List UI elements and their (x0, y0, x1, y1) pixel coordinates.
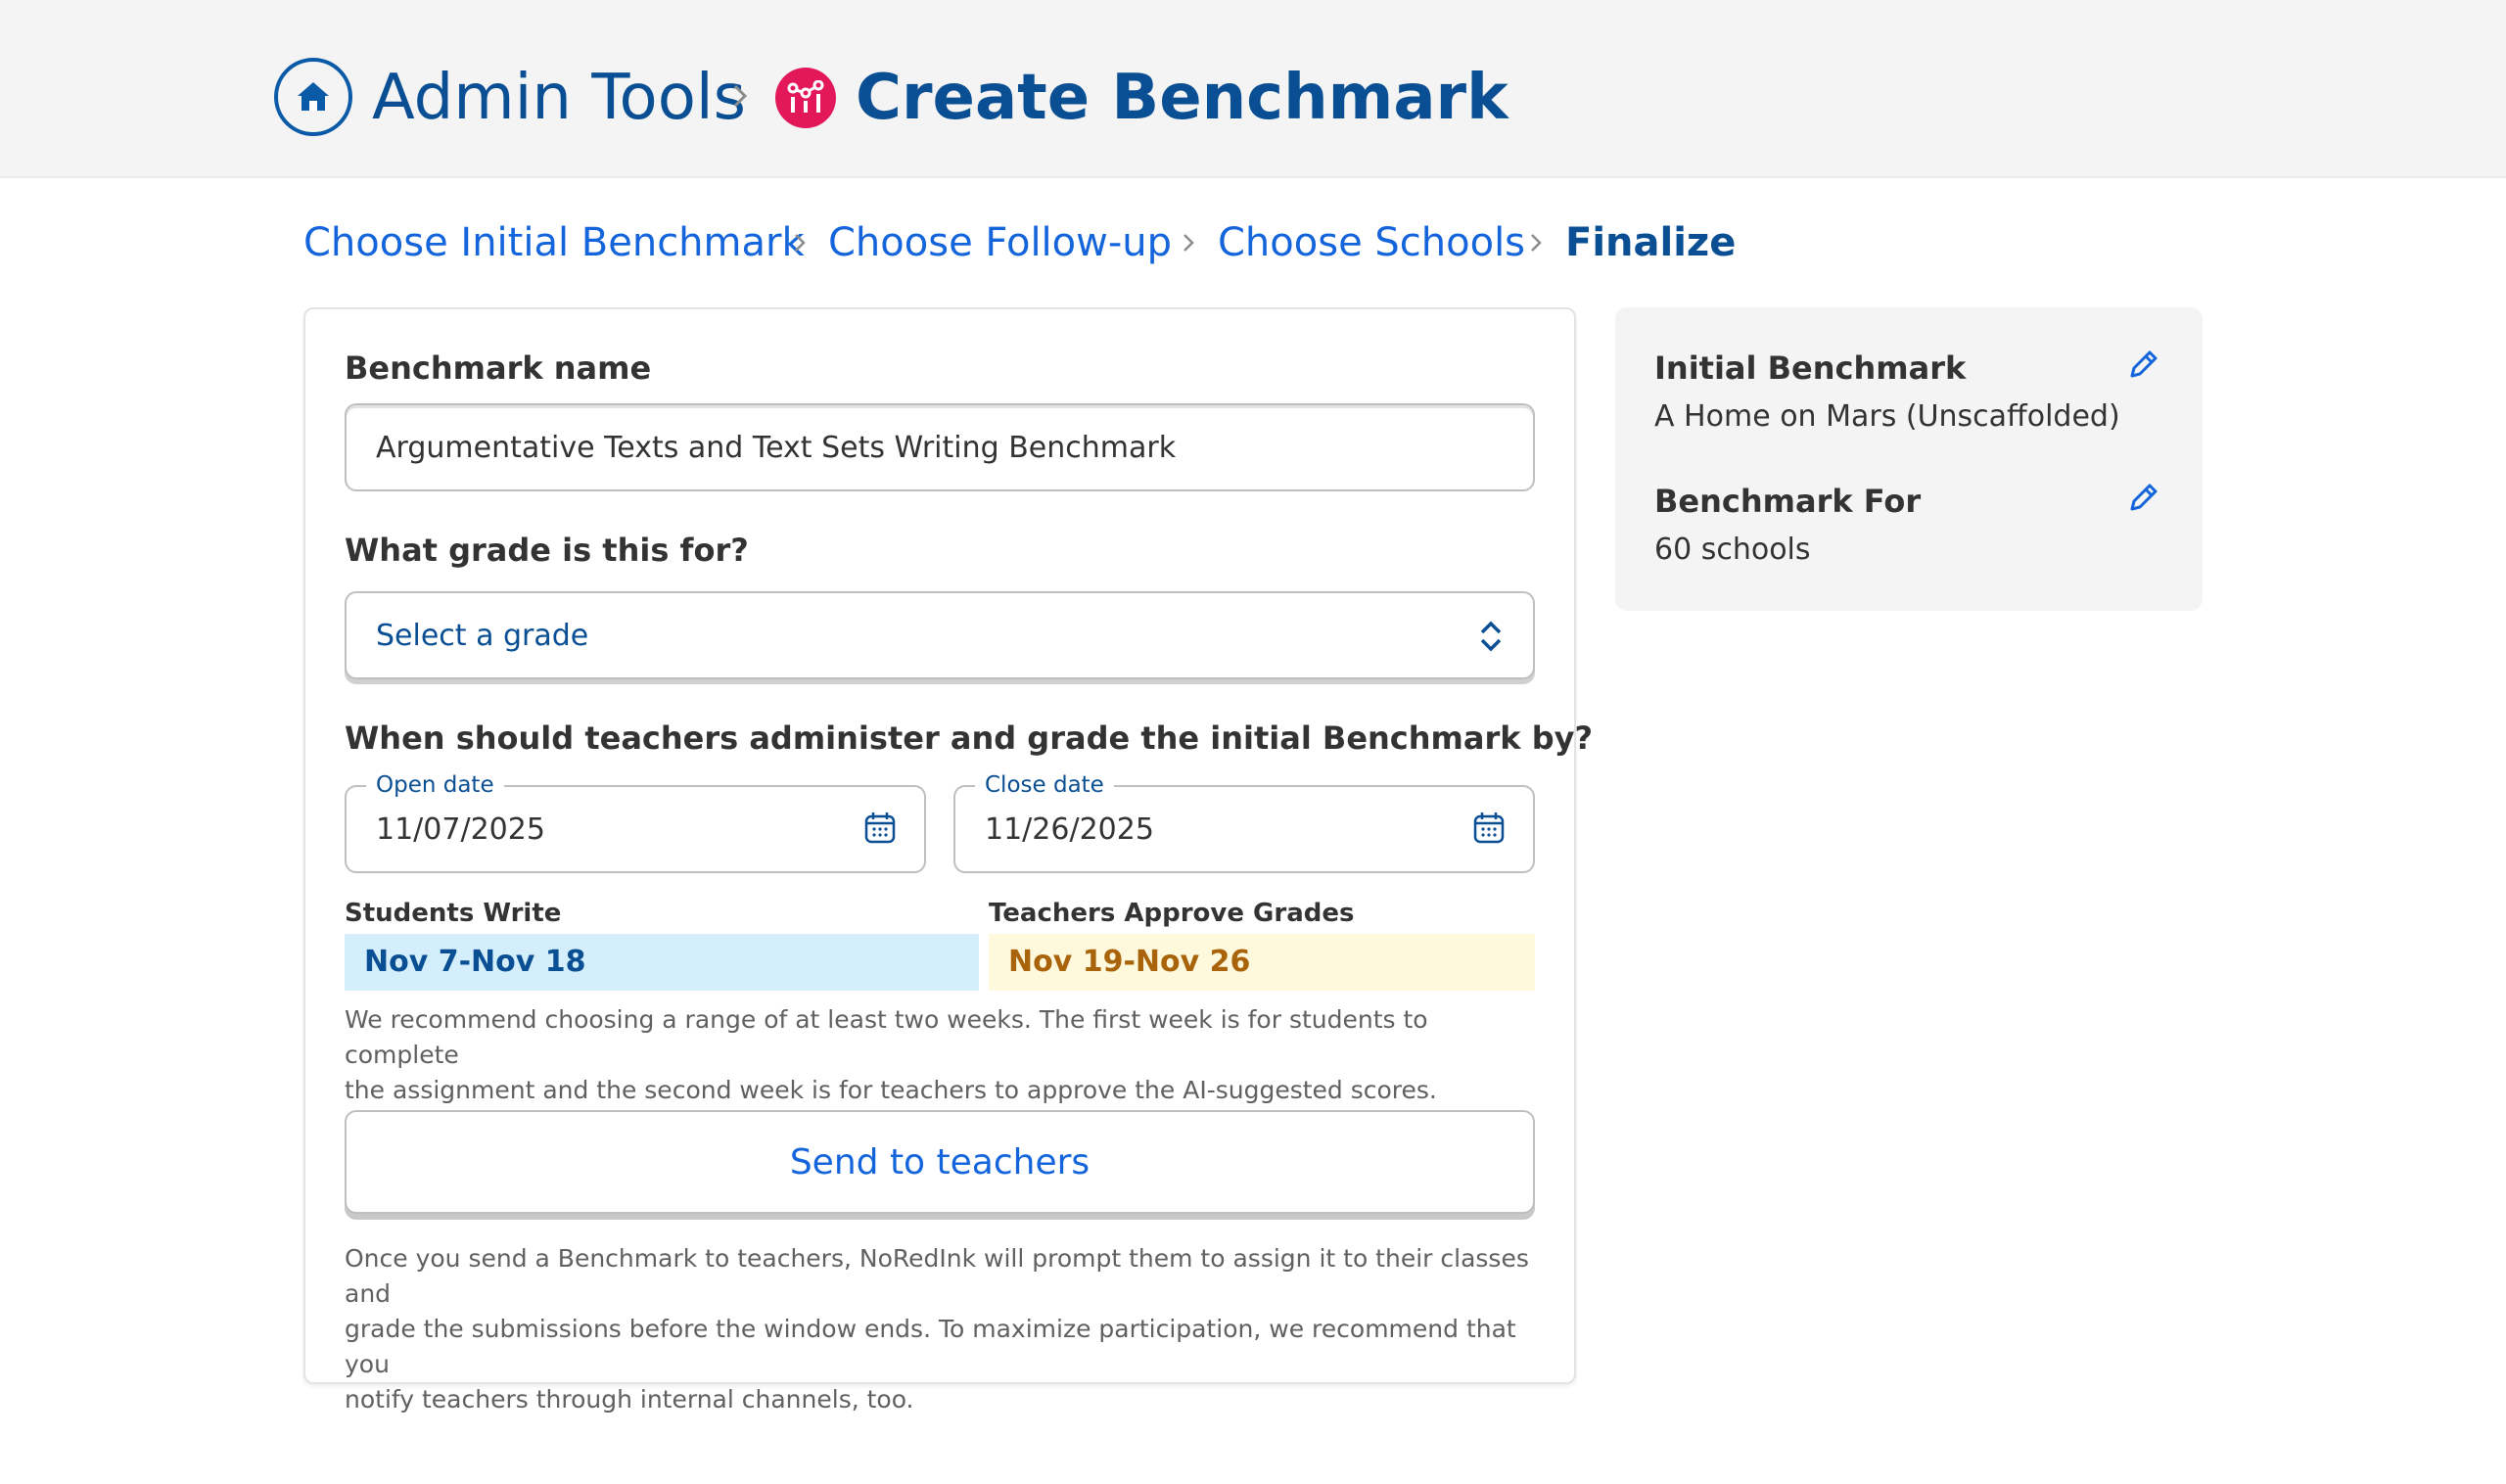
students-write-range: Nov 7-Nov 18 (345, 934, 979, 991)
benchmark-name-label: Benchmark name (345, 349, 652, 387)
close-date-field[interactable] (953, 772, 1535, 873)
chevron-right-icon (791, 229, 809, 256)
benchmark-form-card (303, 307, 1594, 1414)
teachers-approve-range: Nov 19-Nov 26 (989, 934, 1535, 991)
breadcrumb-choose-initial-benchmark[interactable]: Choose Initial Benchmark (303, 220, 805, 265)
pencil-icon[interactable] (2126, 480, 2161, 515)
breadcrumb-choose-schools[interactable]: Choose Schools (1218, 220, 1526, 265)
page-title: Create Benchmark (856, 62, 1508, 134)
breadcrumb-finalize: Finalize (1565, 220, 1737, 265)
benchmark-summary-panel (1615, 307, 2203, 611)
teachers-approve-label: Teachers Approve Grades (989, 899, 1355, 928)
page-header (0, 0, 2506, 178)
open-date-value: 11/07/2025 (376, 812, 545, 847)
benchmark-for-value: 60 schools (1654, 533, 1811, 567)
send-to-teachers-button[interactable]: Send to teachers (345, 1110, 1535, 1214)
students-write-label: Students Write (345, 899, 562, 928)
window-label: When should teachers administer and grade the initial Benchmark by? (345, 719, 1594, 757)
house-icon[interactable] (274, 58, 352, 136)
breadcrumb-choose-follow-up[interactable]: Choose Follow-up (828, 220, 1173, 265)
benchmark-for-heading: Benchmark For (1654, 483, 1922, 520)
admin-tools-title[interactable]: Admin Tools (372, 62, 746, 134)
pencil-icon[interactable] (2126, 347, 2161, 382)
open-date-label: Open date (366, 771, 504, 799)
initial-benchmark-heading: Initial Benchmark (1654, 349, 1967, 387)
bar-chart-icon (775, 68, 836, 128)
calendar-icon[interactable] (1472, 811, 1506, 846)
up-down-chevron-icon (1474, 619, 1508, 654)
send-notice-text: Once you send a Benchmark to teachers, NoRedInk will prompt them to assign it to their classes and grade the submissions before the window ends. To maximize participation, we recommend that you notify teachers through internal channels, too. (345, 1244, 1529, 1414)
close-date-value: 11/26/2025 (985, 812, 1154, 847)
recommendation-text: We recommend choosing a range of at least two weeks. The first week is for students to complete the assignment and the second week is for teachers to approve the AI-suggested scores. (345, 1005, 1437, 1104)
calendar-icon[interactable] (863, 811, 897, 846)
chevron-right-icon (1180, 229, 1197, 256)
chevron-right-icon (726, 76, 754, 116)
close-date-label: Close date (975, 771, 1114, 799)
chevron-right-icon (1527, 229, 1545, 256)
grade-select-value: Select a grade (376, 619, 589, 653)
grade-label: What grade is this for? (345, 532, 749, 569)
open-date-field[interactable] (345, 772, 926, 873)
grade-select[interactable] (345, 591, 1535, 679)
initial-benchmark-value: A Home on Mars (Unscaffolded) (1654, 399, 2120, 434)
benchmark-name-input[interactable] (345, 403, 1535, 491)
